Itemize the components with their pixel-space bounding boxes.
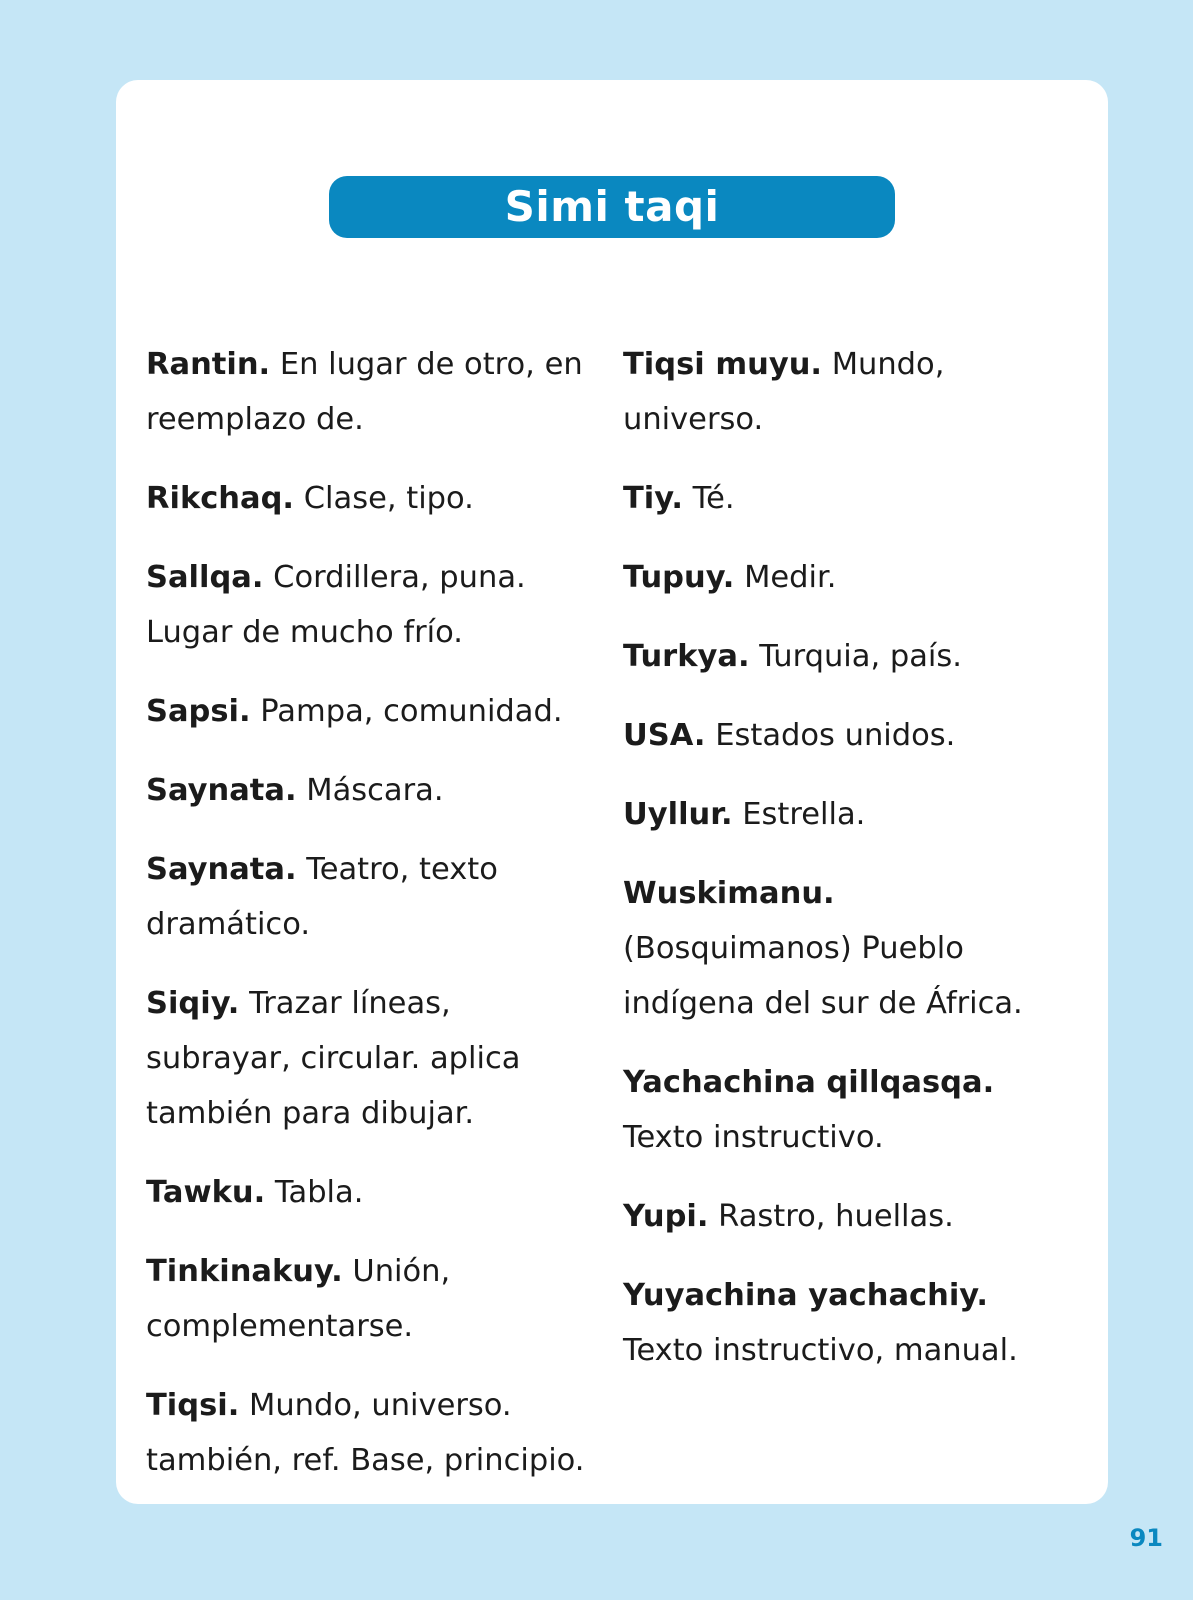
entry-definition: Clase, tipo. [303, 481, 474, 516]
entry-definition: Rastro, huellas. [718, 1199, 954, 1234]
entry-term: Rikchaq. [146, 481, 295, 516]
entry-term: Yachachina qillqasqa. [623, 1065, 995, 1100]
entry-definition: Tabla. [274, 1175, 364, 1210]
entry-definition: Turquia, país. [759, 639, 962, 674]
entry-term: Yuyachina yachachiy. [623, 1278, 988, 1313]
entry-term: Saynata. [146, 773, 297, 808]
glossary-entry [146, 550, 586, 660]
entry-term: Rantin. [146, 347, 271, 382]
entry-definition: Medir. [744, 560, 837, 595]
glossary-entry [623, 1268, 1073, 1378]
glossary-entry [146, 976, 586, 1141]
glossary-entry [623, 787, 1073, 842]
glossary-column-left [146, 337, 586, 1512]
entry-definition: Mundo, universo. también, ref. Base, principio. [146, 1388, 585, 1478]
entry-definition: Cordillera, puna. Lugar de mucho frío. [146, 560, 526, 650]
entry-definition: Estados unidos. [715, 718, 956, 753]
glossary-entry [623, 708, 1073, 763]
glossary-entry [623, 337, 1073, 447]
glossary-entry [146, 1244, 586, 1354]
entry-term: Sallqa. [146, 560, 264, 595]
glossary-entry [623, 1189, 1073, 1244]
glossary-entry [146, 842, 586, 952]
entry-definition: Teatro, texto dramático. [146, 852, 498, 942]
entry-term: Siqiy. [146, 986, 240, 1021]
entry-definition: En lugar de otro, en reemplazo de. [146, 347, 583, 437]
entry-definition: Unión, complementarse. [146, 1254, 451, 1344]
glossary-card [116, 80, 1108, 1504]
entry-term: USA. [623, 718, 706, 753]
entry-term: Tinkinakuy. [146, 1254, 343, 1289]
glossary-entry [146, 471, 586, 526]
entry-term: Saynata. [146, 852, 297, 887]
page-title: Simi taqi [329, 176, 895, 238]
entry-term: Tiy. [623, 481, 683, 516]
entry-definition: Texto instructivo, manual. [623, 1333, 1018, 1368]
glossary-entry [146, 1378, 586, 1488]
glossary-entry [623, 550, 1073, 605]
entry-term: Uyllur. [623, 797, 733, 832]
glossary-entry [146, 337, 586, 447]
entry-definition: Mundo, universo. [623, 347, 945, 437]
glossary-entry [146, 684, 586, 739]
page-number: 91 [1129, 1524, 1163, 1552]
entry-term: Wuskimanu. [623, 876, 835, 911]
entry-term: Tiqsi. [146, 1388, 240, 1423]
glossary-column-right [623, 337, 1073, 1402]
glossary-entry [623, 629, 1073, 684]
glossary-entry [623, 1055, 1073, 1165]
entry-definition: Texto instructivo. [623, 1120, 884, 1155]
entry-term: Turkya. [623, 639, 750, 674]
entry-definition: Estrella. [742, 797, 866, 832]
entry-term: Tupuy. [623, 560, 735, 595]
entry-definition: (Bosquimanos) Pueblo indígena del sur de África. [623, 931, 1023, 1021]
entry-term: Tawku. [146, 1175, 266, 1210]
glossary-entry [623, 866, 1073, 1031]
glossary-entry [146, 1165, 586, 1220]
entry-term: Sapsi. [146, 694, 251, 729]
entry-definition: Pampa, comunidad. [260, 694, 563, 729]
glossary-entry [623, 471, 1073, 526]
entry-definition: Máscara. [306, 773, 444, 808]
entry-term: Tiqsi muyu. [623, 347, 822, 382]
glossary-entry [146, 763, 586, 818]
entry-definition: Té. [692, 481, 735, 516]
entry-term: Yupi. [623, 1199, 709, 1234]
entry-definition: Trazar líneas, subrayar, circular. aplica también para dibujar. [146, 986, 521, 1131]
